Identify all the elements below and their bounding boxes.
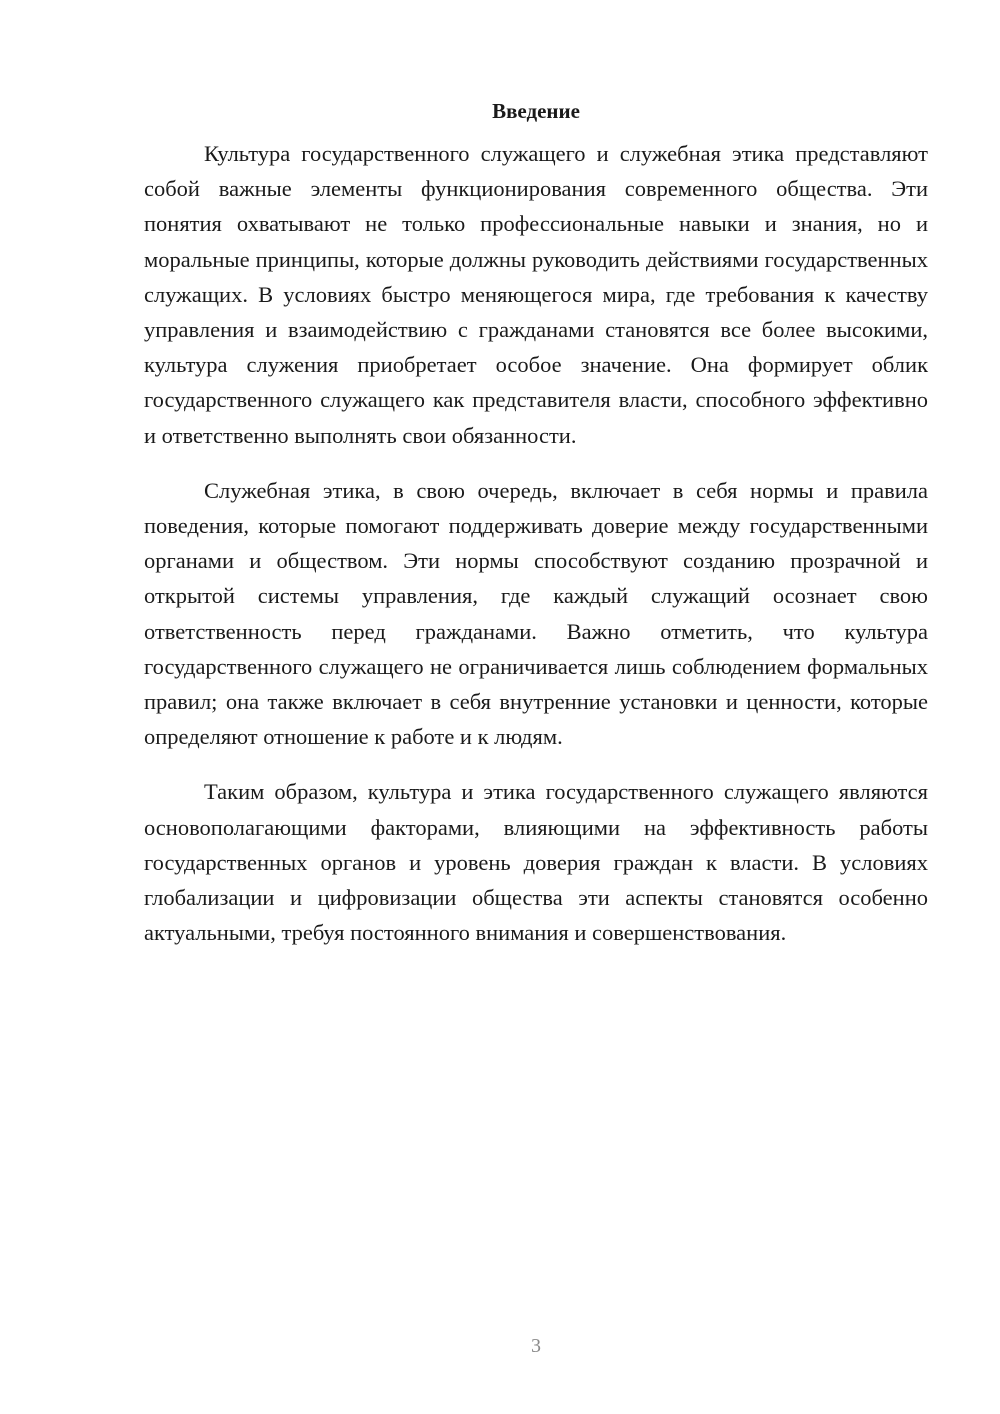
paragraph-1: Культура государственного служащего и служебная этика представляют собой важные элементы функционирования современного общества. Эти понятия охватывают не только профессиональные навыки и знания, но и моральные принципы, которые должны руководить действиями государственных служащих. В условиях быстро меняющегося мира, где требования к качеству управления и взаимодействию с гражданами становятся все более высокими, культура служения приобретает особое значение. Она формирует облик государственного служащего как представителя власти, способного эффективно и ответственно выполнять свои обязанности. [144, 141, 928, 448]
page-number: 3 [531, 1335, 541, 1357]
paragraph-2: Служебная этика, в свою очередь, включает в себя нормы и правила поведения, которые помогают поддерживать доверие между государственными органами и обществом. Эти нормы способствуют созданию прозрачной и открытой системы управления, где каждый служащий осознает свою ответственность перед гражданами. Важно отметить, что культура государственного служащего не ограничивается лишь соблюдением формальных правил; она также включает в себя внутренние установки и ценности, которые определяют отношение к работе и к людям. [144, 477, 928, 750]
section-heading: Введение [492, 99, 580, 123]
page-content [144, 96, 928, 970]
paragraph-3: Таким образом, культура и этика государственного служащего являются основополагающими факторами, влияющими на эффективность работы государственных органов и уровень доверия граждан к власти. В условиях глобализации и цифровизации общества эти аспекты становятся особенно актуальными, требуя постоянного внимания и совершенствования. [144, 779, 928, 946]
